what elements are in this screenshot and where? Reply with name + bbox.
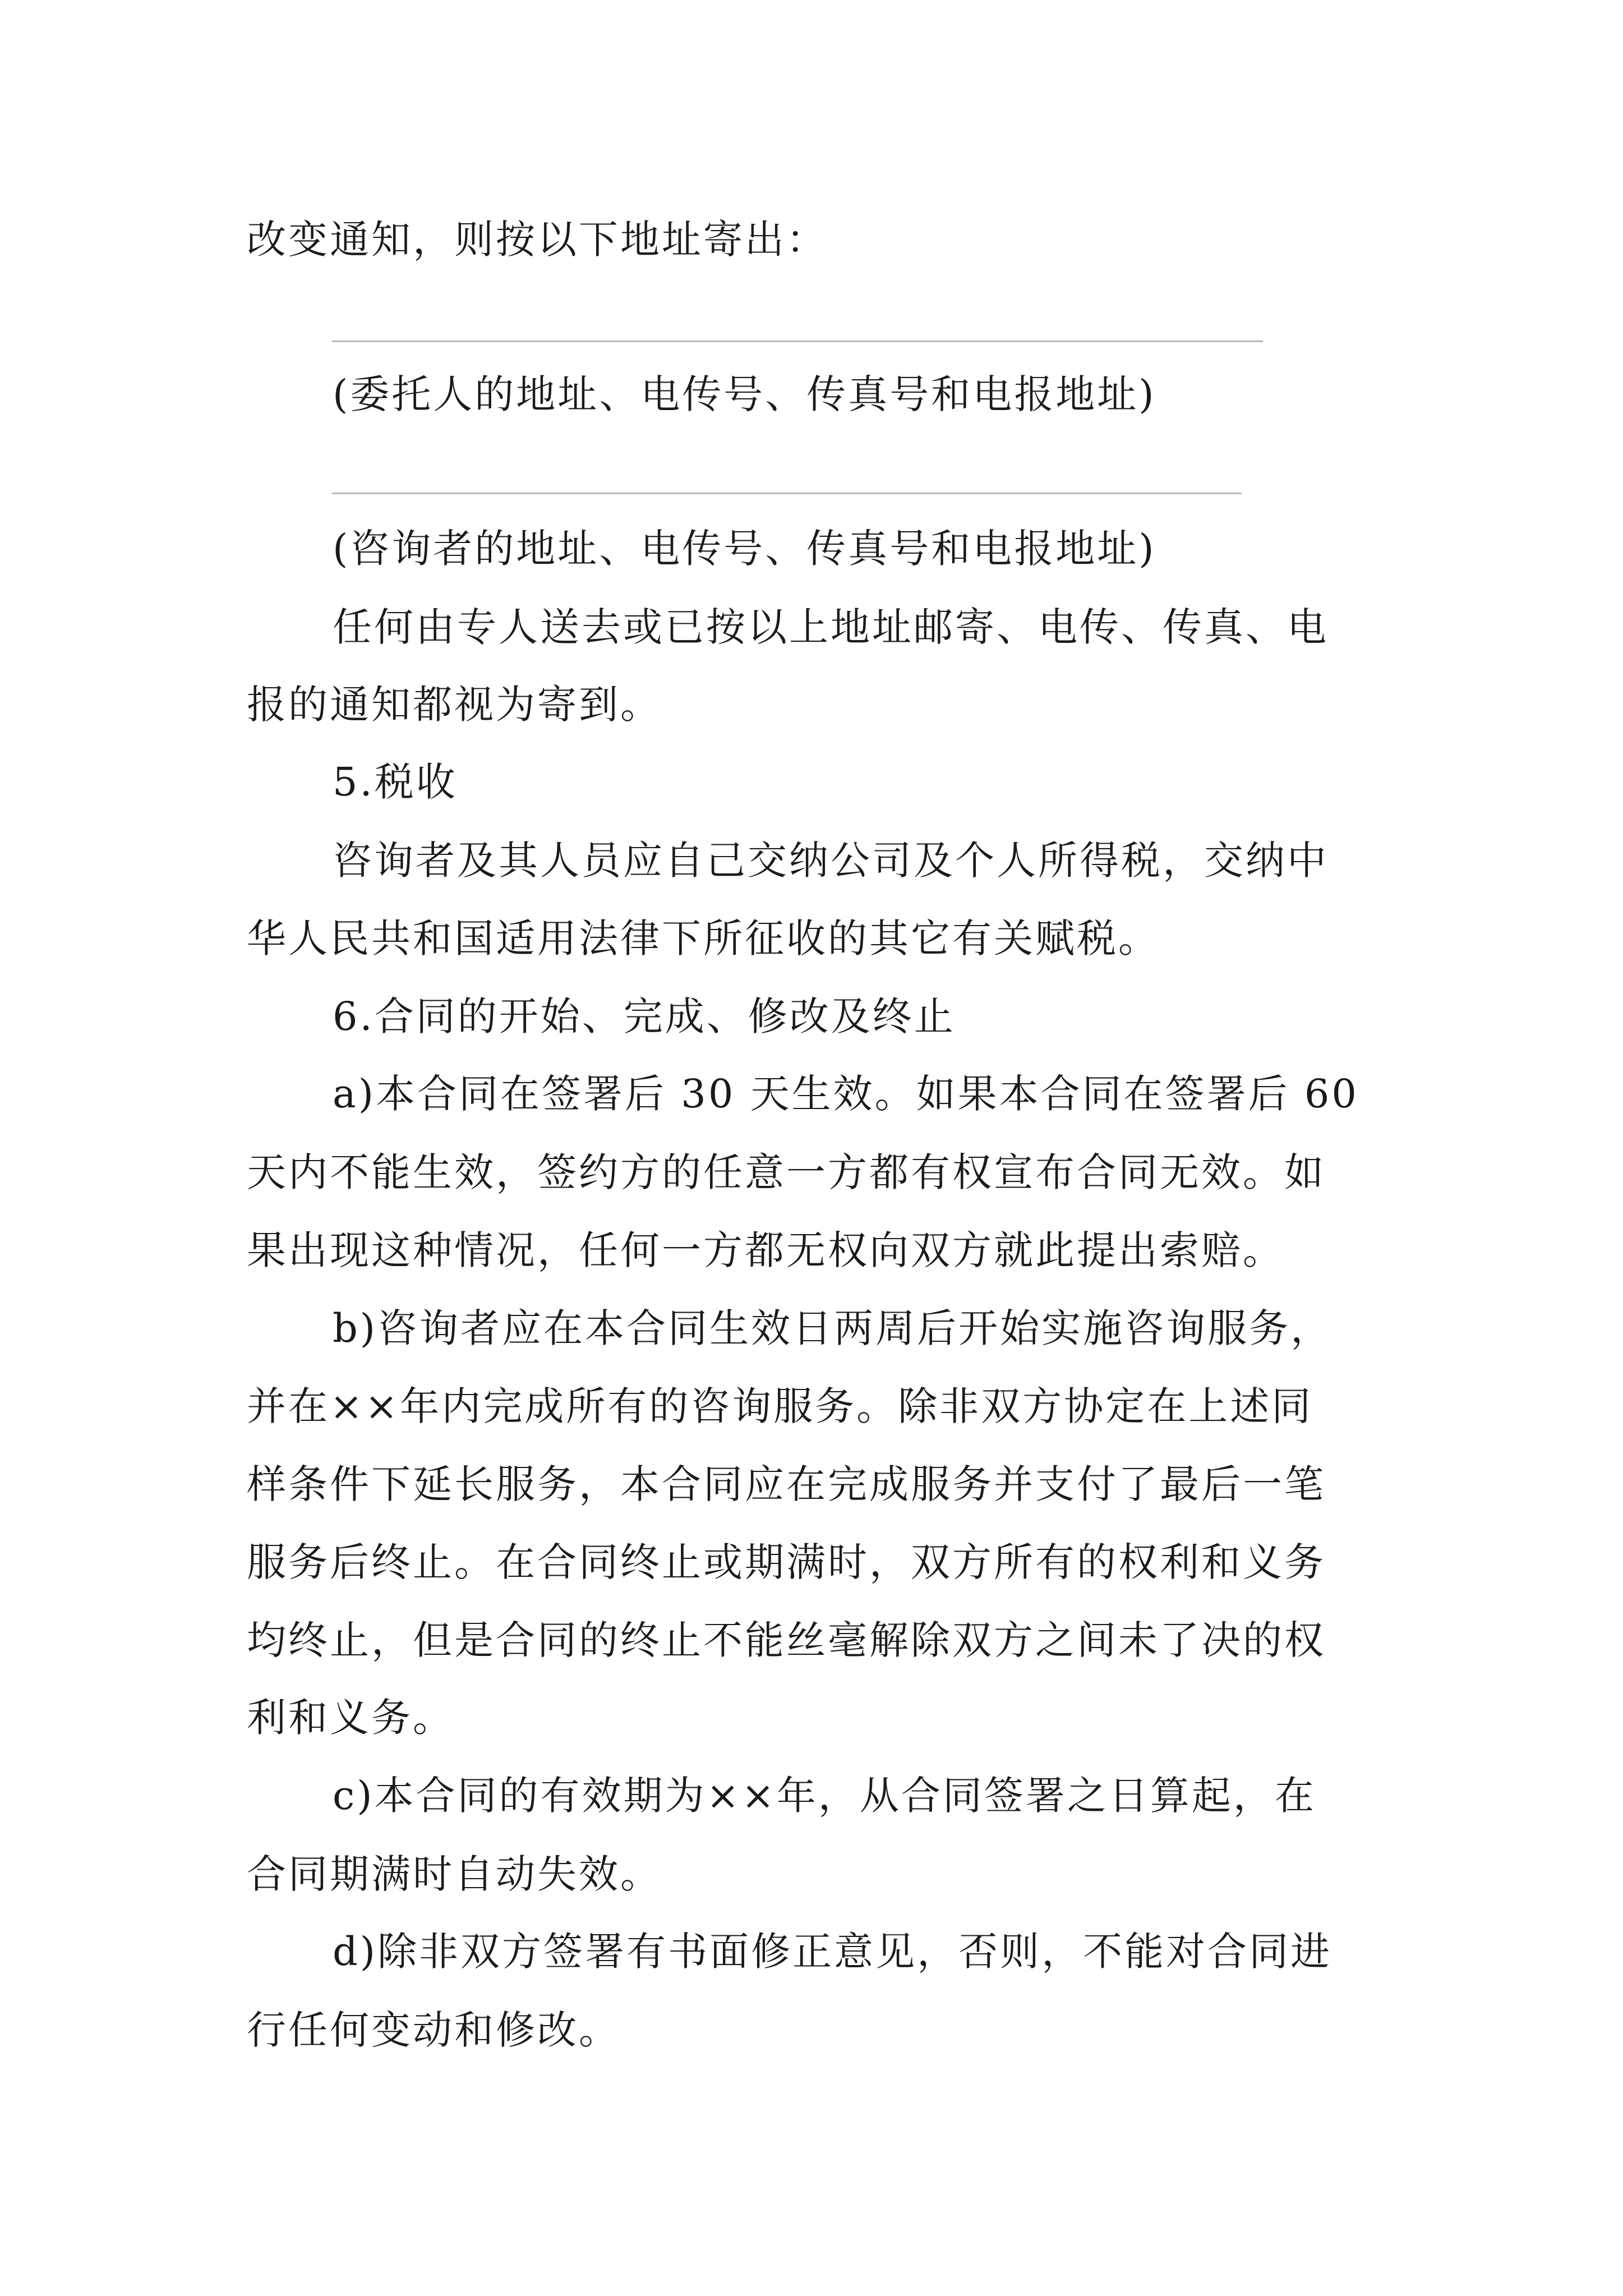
text-line: d)除非双方签署有书面修正意见，否则，不能对合同进 <box>333 1929 1332 1975</box>
text-line: 果出现这种情况，任何一方都无权向双方就此提出索赔。 <box>247 1227 1284 1273</box>
text-line: 咨询者及其人员应自己交纳公司及个人所得税，交纳中 <box>333 838 1329 884</box>
text-line: 均终止，但是合同的终止不能丝毫解除双方之间未了决的权 <box>247 1617 1326 1663</box>
text-line: 报的通知都视为寄到。 <box>247 682 662 728</box>
text-line: a)本合同在签署后 30 天生效。如果本合同在签署后 60 <box>333 1071 1359 1117</box>
blank-line-client-address <box>332 341 1263 342</box>
text-line: 并在××年内完成所有的咨询服务。除非双方协定在上述同 <box>247 1383 1313 1429</box>
blank-line-consultant-address <box>332 493 1242 494</box>
section-heading-contract: 6.合同的开始、完成、修改及终止 <box>333 993 956 1039</box>
consultant-address-caption: (咨询者的地址、电传号、传真号和电报地址) <box>333 526 1156 572</box>
text-line: 合同期满时自动失效。 <box>247 1851 662 1897</box>
text-line: 任何由专人送去或已按以上地址邮寄、电传、传真、电 <box>333 604 1329 650</box>
text-line: 利和义务。 <box>247 1695 454 1741</box>
text-line: 样条件下延长服务，本合同应在完成服务并支付了最后一笔 <box>247 1461 1326 1507</box>
text-line: c)本合同的有效期为××年，从合同签署之日算起，在 <box>333 1773 1316 1819</box>
text-line: 华人民共和国适用法律下所征收的其它有关赋税。 <box>247 915 1160 961</box>
text-line: 服务后终止。在合同终止或期满时，双方所有的权利和义务 <box>247 1539 1326 1585</box>
client-address-caption: (委托人的地址、电传号、传真号和电报地址) <box>333 371 1156 417</box>
text-line: 天内不能生效，签约方的任意一方都有权宣布合同无效。如 <box>247 1149 1326 1195</box>
text-line: b)咨询者应在本合同生效日两周后开始实施咨询服务， <box>333 1305 1332 1351</box>
text-line: 行任何变动和修改。 <box>247 2007 620 2053</box>
section-heading-taxes: 5.税收 <box>333 759 458 805</box>
text-line: 改变通知，则按以下地址寄出： <box>247 217 828 263</box>
